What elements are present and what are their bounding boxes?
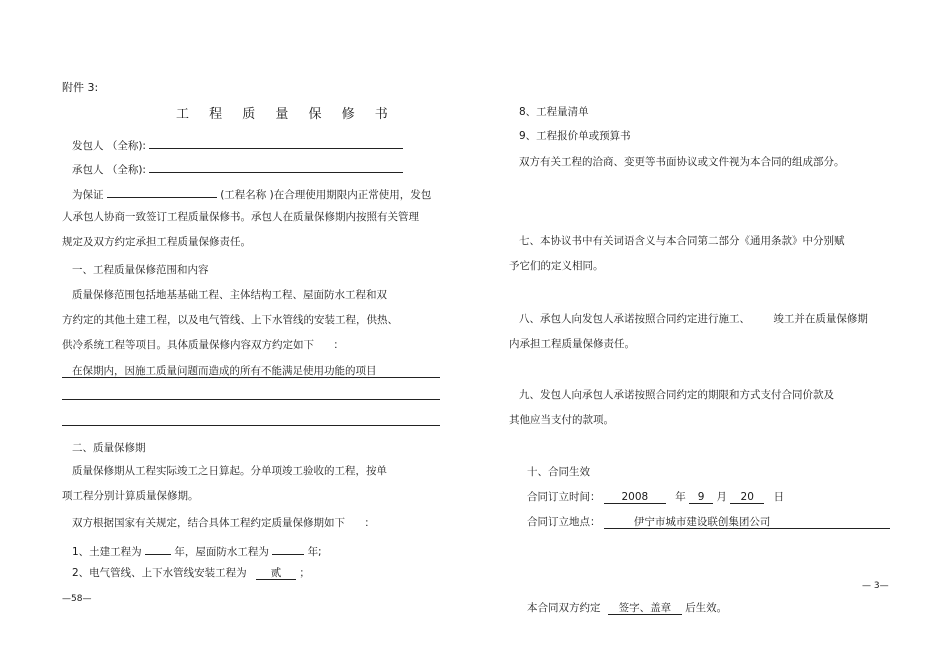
section-8-line-1 xyxy=(519,314,868,325)
section-8-line-2: 内承担工程质量保修责任。 xyxy=(509,338,635,350)
item-2-label: 2、电气管线、上下水管线安装工程为 xyxy=(72,567,247,579)
document-title: 工 程 质 量 保 修 书 xyxy=(176,107,396,122)
intro-line-3: 规定及双方约定承担工程质量保修责任。 xyxy=(62,236,251,248)
contractor-input[interactable] xyxy=(149,161,403,173)
effective-text-a: 本合同双方约定 xyxy=(527,602,601,614)
section-1-heading: 一、工程质量保修范围和内容 xyxy=(72,264,209,276)
section-8-text-a: 八、承包人向发包人承诺按照合同约定进行施工、 xyxy=(519,313,750,325)
month-unit: 月 xyxy=(716,491,727,503)
section-7-line-1: 七、本协议书中有关词语含义与本合同第二部分《通用条款》中分别赋 xyxy=(519,235,845,247)
attachment-label: 附件 3: xyxy=(62,81,99,94)
intro-line-1 xyxy=(72,186,431,201)
section-2-line-2: 项工程分别计算质量保修期。 xyxy=(62,490,199,502)
sign-time-label: 合同订立时间： xyxy=(527,491,601,503)
sign-place-label: 合同订立地点： xyxy=(527,516,601,528)
effective-row xyxy=(527,603,727,615)
right-page-number: — 3— xyxy=(862,581,889,591)
employer-field-row xyxy=(72,137,403,152)
effective-text-b: 后生效。 xyxy=(685,602,728,614)
section-9-line-2: 其他应当支付的款项。 xyxy=(509,414,614,426)
warranty-content-filled: 在保期内，因施工质量问题而造成的所有不能满足使用功能的项目 xyxy=(72,365,377,377)
year-unit: 年 xyxy=(675,491,686,503)
sign-time-row xyxy=(527,492,784,504)
warranty-line-2[interactable] xyxy=(62,399,440,400)
section-1-line-1: 质量保修范围包括地基基础工程、主体结构工程、屋面防水工程和双 xyxy=(72,289,387,301)
intro-line-2: 人承包人协商一致签订工程质量保修书。承包人在质量保修期内按照有关管理 xyxy=(62,211,419,223)
project-name-input[interactable] xyxy=(107,186,217,198)
section-1-line-3-text: 供冷系统工程等项目。具体质量保修内容双方约定如下 xyxy=(62,339,314,351)
civil-years-input[interactable] xyxy=(145,543,171,555)
section-2-line-3 xyxy=(72,518,375,529)
left-page-number: —58— xyxy=(62,594,92,604)
effective-value[interactable]: 签字、盖章 xyxy=(608,603,682,615)
section-2-heading: 二、质量保修期 xyxy=(72,442,146,454)
documents-note: 双方有关工程的洽商、变更等书面协议或文件视为本合同的组成部分。 xyxy=(519,156,845,168)
item-2-row xyxy=(72,568,310,580)
section-1-line-2: 方约定的其他土建工程，以及电气管线、上下水管线的安装工程，供热、 xyxy=(62,314,398,326)
contractor-label: 承包人 （全称): xyxy=(72,164,146,176)
day-unit: 日 xyxy=(773,491,785,503)
section-8-text-b: 竣工并在质量保修期 xyxy=(773,313,868,325)
intro-text-b: (工程名称 )在合理使用期限内正常使用，发包 xyxy=(220,189,432,201)
item-1-end: 年; xyxy=(307,546,322,558)
intro-text-a: 为保证 xyxy=(72,189,104,201)
pipeline-years-value[interactable]: 贰 xyxy=(256,568,296,580)
item-2-end: ； xyxy=(299,567,310,579)
section-2-line-3-text: 双方根据国家有关规定，结合具体工程约定质量保修期如下 xyxy=(72,517,345,529)
employer-label: 发包人 （全称): xyxy=(72,140,146,152)
item-1-middle: 年，屋面防水工程为 xyxy=(174,546,269,558)
section-1-colon: ： xyxy=(333,339,344,351)
sign-place-value[interactable]: 伊宁市城市建设联创集团公司 xyxy=(604,517,890,529)
section-2-colon: ： xyxy=(364,517,375,529)
item-1-label: 1、土建工程为 xyxy=(72,546,142,558)
item-1-row xyxy=(72,543,322,558)
item-8: 8、工程量清单 xyxy=(519,106,589,118)
employer-input[interactable] xyxy=(149,137,403,149)
warranty-line-3[interactable] xyxy=(62,425,440,426)
section-7-line-2: 予它们的定义相同。 xyxy=(509,260,604,272)
warranty-line-1 xyxy=(62,377,440,378)
sign-place-row xyxy=(527,517,890,529)
item-9: 9、工程报价单或预算书 xyxy=(519,130,631,142)
sign-day[interactable]: 20 xyxy=(730,492,764,504)
contractor-field-row xyxy=(72,161,403,176)
sign-year[interactable]: 2008 xyxy=(604,492,666,504)
section-10-heading: 十、合同生效 xyxy=(527,466,590,478)
roof-years-input[interactable] xyxy=(272,543,304,555)
sign-month[interactable]: 9 xyxy=(689,492,713,504)
section-9-line-1: 九、发包人向承包人承诺按照合同约定的期限和方式支付合同价款及 xyxy=(519,389,834,401)
section-1-line-3 xyxy=(62,340,344,351)
section-2-line-1: 质量保修期从工程实际竣工之日算起。分单项竣工验收的工程，按单 xyxy=(72,465,387,477)
